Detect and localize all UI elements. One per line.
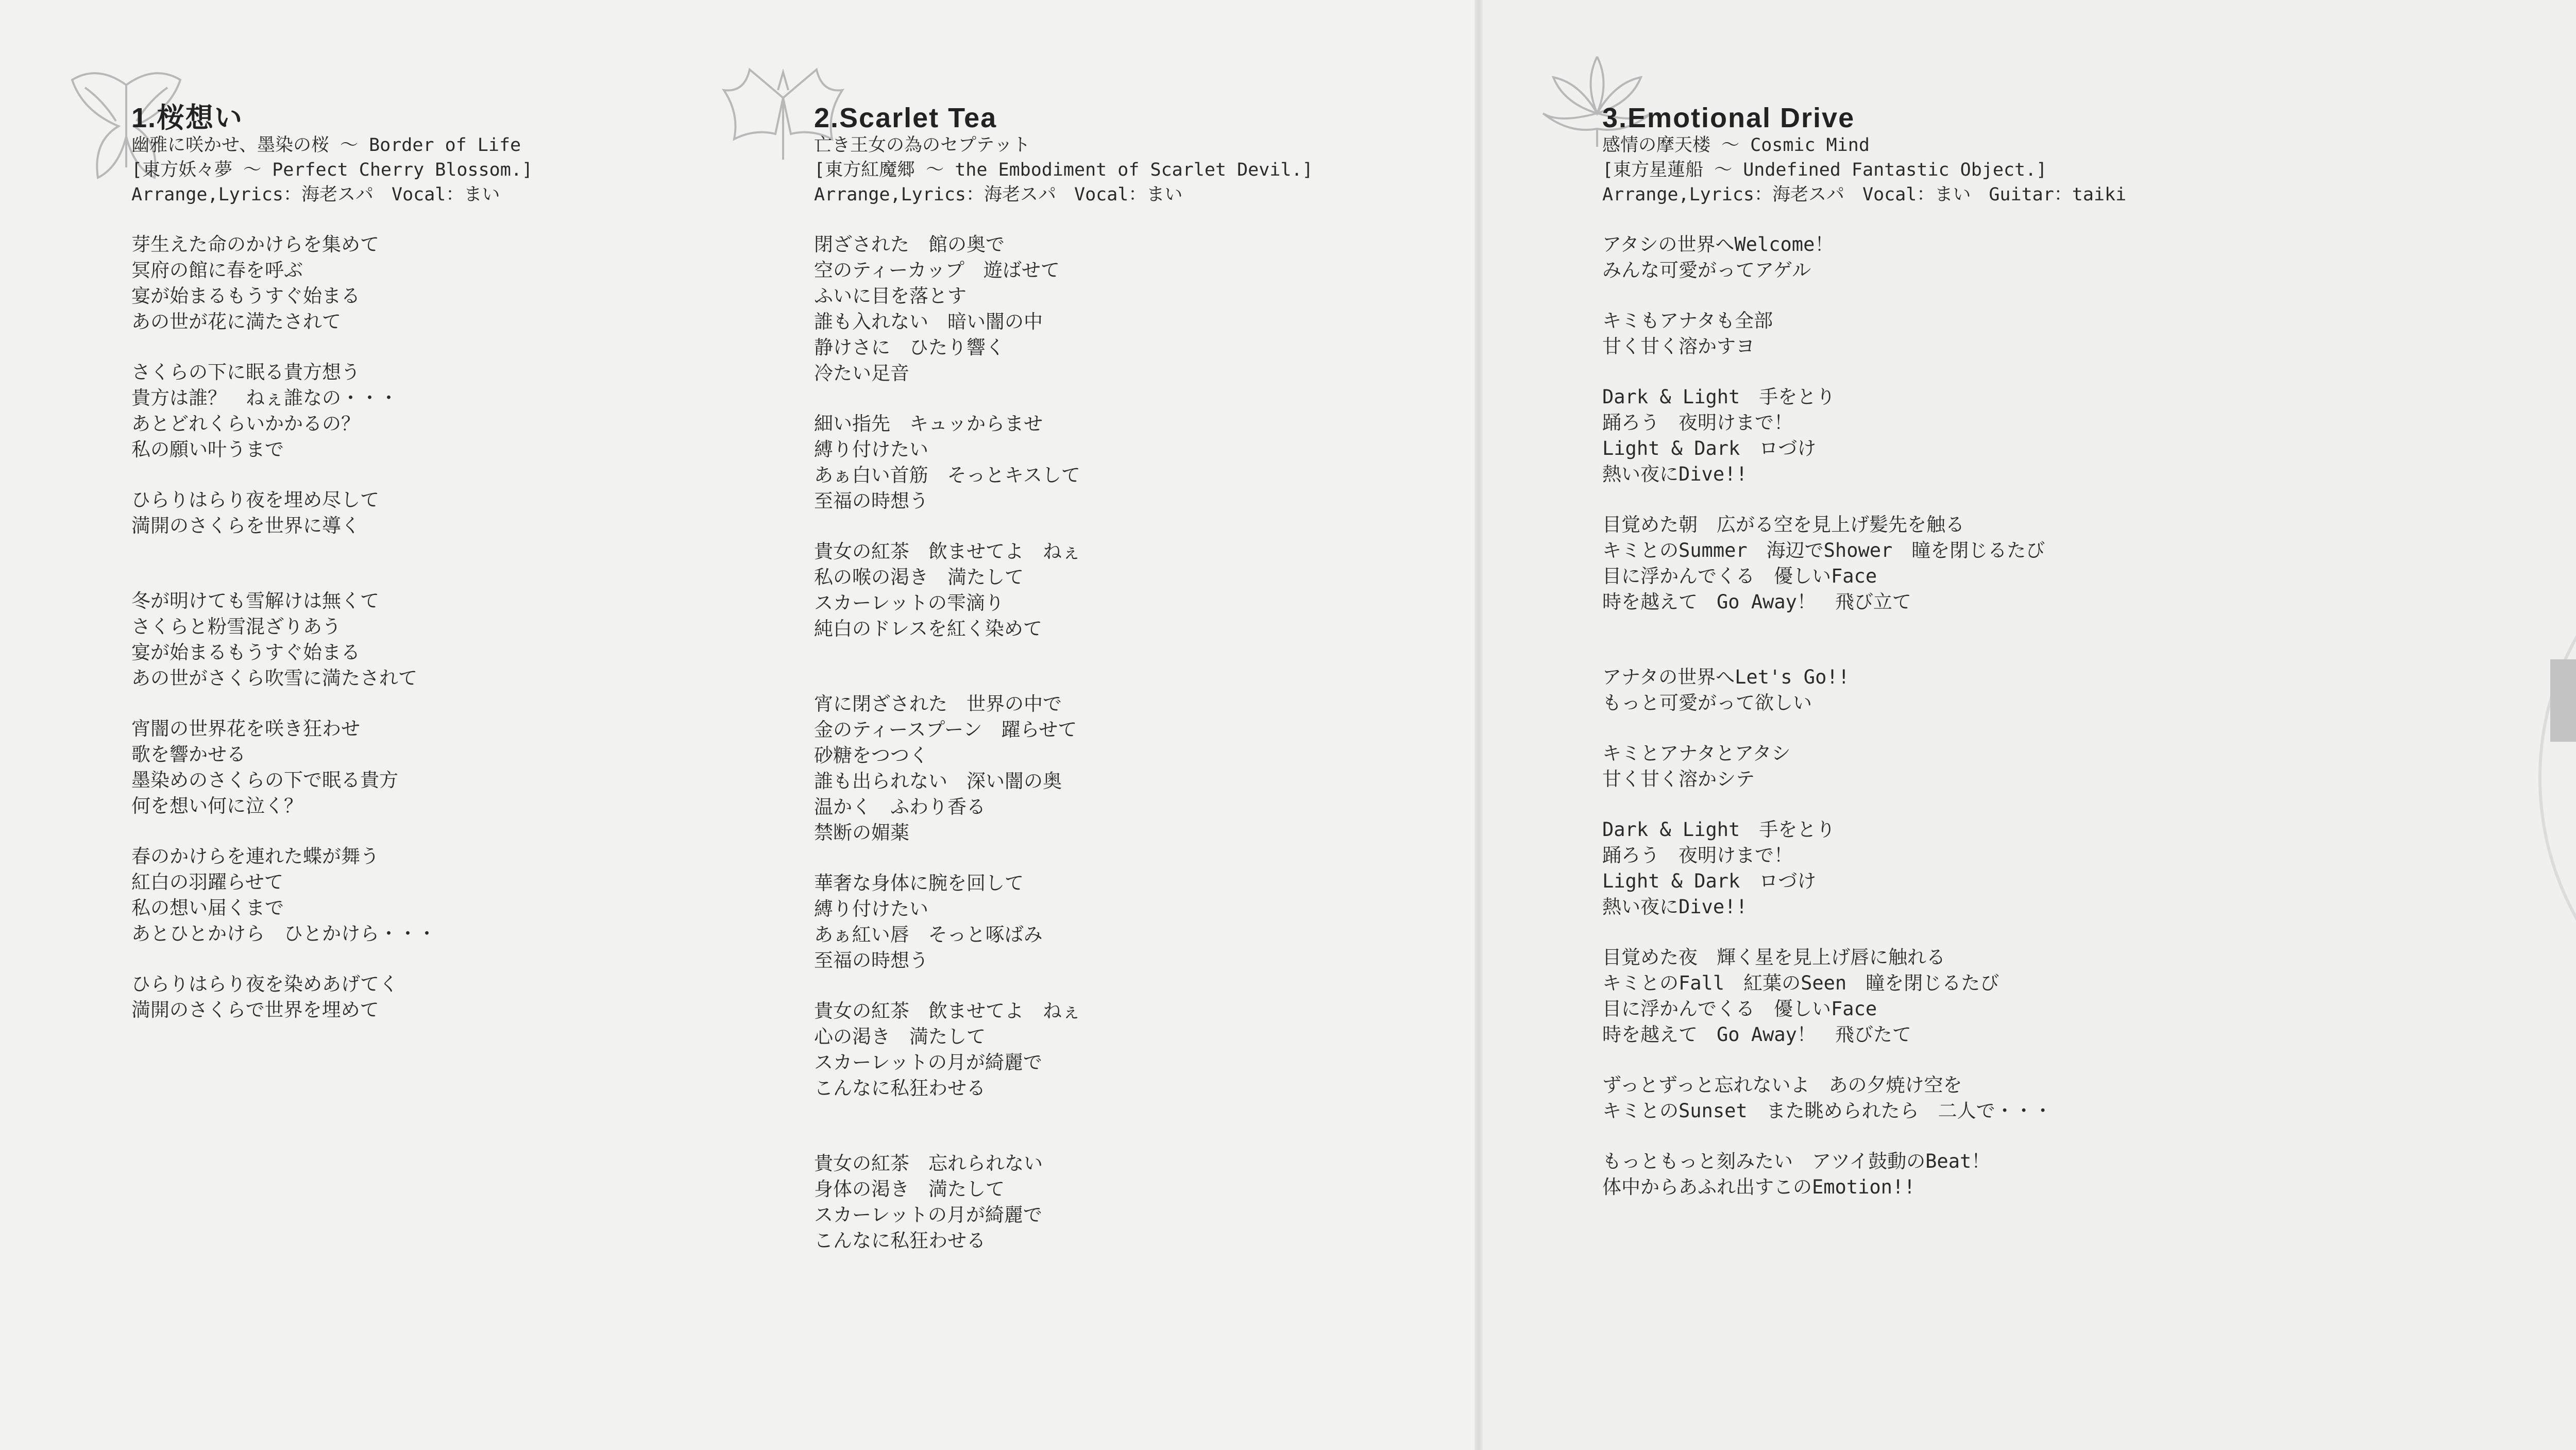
lyric-line: ひらりはらり夜を染めあげてく bbox=[131, 973, 398, 995]
lyric-line: さくらの下に眠る貴方想う bbox=[131, 361, 360, 383]
lyric-line: 春のかけらを連れた蝶が舞う bbox=[131, 845, 379, 867]
lyric-line: スカーレットの月が綺麗で bbox=[814, 1051, 1042, 1073]
lyric-line: 熱い夜にDive!! bbox=[1602, 896, 1748, 918]
lyric-line: 至福の時想う bbox=[814, 949, 928, 971]
lyric-line: 目に浮かんでくる 優しいFace bbox=[1602, 998, 1877, 1020]
lyric-stanza bbox=[131, 971, 724, 1023]
lyric-line: 熱い夜にDive!! bbox=[1602, 463, 1748, 485]
lyric-line: 墨染めのさくらの下で眠る貴方 bbox=[131, 769, 398, 791]
lyric-stanza bbox=[1602, 817, 2349, 920]
lyric-line: 縛り付けたい bbox=[814, 438, 928, 460]
trigram-emblem bbox=[2396, 288, 2576, 1267]
lyric-stanza bbox=[1602, 1149, 2349, 1200]
lyric-line: 時を越えて Go Away！ 飛び立て bbox=[1602, 591, 1911, 613]
song-source: [東方妖々夢 ～ Perfect Cherry Blossom.] bbox=[131, 160, 533, 180]
song-3 bbox=[1602, 103, 2349, 1200]
lyric-line: 純白のドレスを紅く染めて bbox=[814, 618, 1042, 640]
lyric-line: ふいに目を落とす bbox=[814, 285, 967, 307]
lyric-line: 目覚めた夜 輝く星を見上げ唇に触れる bbox=[1602, 946, 1945, 968]
lyric-line: 空のティーカップ 遊ばせて bbox=[814, 259, 1060, 281]
lyric-stanza bbox=[1602, 384, 2349, 487]
lyric-line: 至福の時想う bbox=[814, 490, 928, 512]
lyric-line: あの世が花に満たされて bbox=[131, 311, 341, 333]
lyric-line: 歌を響かせる bbox=[131, 743, 246, 765]
lyric-stanza bbox=[131, 588, 724, 691]
lyric-line: Dark & Light 手をとり bbox=[1602, 818, 1836, 841]
lyric-line: 誰も入れない 暗い闇の中 bbox=[814, 311, 1043, 333]
lyric-stanza bbox=[1602, 741, 2349, 792]
lyric-line: あぁ紅い唇 そっと啄ばみ bbox=[814, 924, 1043, 946]
lyrics bbox=[814, 232, 1458, 1254]
lyric-stanza bbox=[131, 844, 724, 947]
lyric-line: 静けさに ひたり響く bbox=[814, 336, 1005, 359]
lyric-line: 私の願い叶うまで bbox=[131, 438, 284, 460]
lyric-line: 華奢な身体に腕を回して bbox=[814, 872, 1024, 894]
lyric-stanza bbox=[1602, 664, 2349, 716]
lyric-line: Dark & Light 手をとり bbox=[1602, 386, 1836, 408]
lyric-line: 宴が始まるもうすぐ始まる bbox=[131, 285, 360, 307]
song-credits: Arrange,Lyrics：海老スパ Vocal：まい bbox=[131, 184, 500, 205]
lyric-line: もっと可愛がって欲しい bbox=[1602, 692, 1812, 714]
lyric-stanza bbox=[814, 998, 1458, 1101]
song-credits: Arrange,Lyrics：海老スパ Vocal：まい bbox=[814, 184, 1183, 205]
lyric-line: キミとアナタとアタシ bbox=[1602, 742, 1791, 764]
lyric-line: キミもアナタも全部 bbox=[1602, 310, 1773, 332]
lyric-stanza bbox=[814, 871, 1458, 974]
lyric-line: 宴が始まるもうすぐ始まる bbox=[131, 641, 360, 663]
lyric-line: 砂糖をつつく bbox=[814, 744, 928, 766]
lyric-line: 冬が明けても雪解けは無くて bbox=[131, 590, 379, 612]
lyric-stanza bbox=[814, 411, 1458, 514]
lyric-line: 何を想い何に泣く？ bbox=[131, 795, 303, 817]
lyric-line: あぁ白い首筋 そっとキスして bbox=[814, 464, 1080, 486]
lyric-line: 芽生えた命のかけらを集めて bbox=[131, 233, 379, 255]
lyric-stanza bbox=[1602, 308, 2349, 360]
lyric-stanza bbox=[1602, 1072, 2349, 1124]
lyric-line: 禁断の媚薬 bbox=[814, 822, 909, 844]
lyrics bbox=[131, 232, 724, 1023]
lyric-stanza bbox=[814, 691, 1458, 846]
lyric-stanza bbox=[131, 716, 724, 819]
lyric-line: 貴女の紅茶 飲ませてよ ねぇ bbox=[814, 540, 1081, 562]
lyric-line: ひらりはらり夜を埋め尽して bbox=[131, 489, 379, 511]
lyric-line: 縛り付けたい bbox=[814, 898, 928, 920]
lyric-line: Light & Dark ロづけ bbox=[1602, 437, 1817, 459]
lyric-line: スカーレットの雫滴り bbox=[814, 592, 1004, 614]
lyric-line: 貴女の紅茶 忘れられない bbox=[814, 1152, 1043, 1174]
lyric-line: 貴方は誰？ ねぇ誰なの・・・ bbox=[131, 387, 398, 409]
page-fold bbox=[1475, 0, 1483, 1450]
song-source: [東方星蓮船 ～ Undefined Fantastic Object.] bbox=[1602, 160, 2047, 180]
lyric-line: さくらと粉雪混ざりあう bbox=[131, 616, 341, 638]
song-1 bbox=[131, 103, 724, 1023]
lyric-line: 冥府の館に春を呼ぶ bbox=[131, 259, 303, 281]
lyric-line: 満開のさくらで世界を埋めて bbox=[131, 999, 379, 1021]
lyric-stanza bbox=[131, 360, 724, 463]
lyric-line: 身体の渇き 満たして bbox=[814, 1178, 1005, 1200]
lyric-line: キミとのSummer 海辺でShower 瞳を閉じるたび bbox=[1602, 539, 2045, 561]
lyric-line: キミとのSunset また眺められたら 二人で・・・ bbox=[1602, 1100, 2053, 1122]
lyric-stanza bbox=[1602, 512, 2349, 615]
lyric-line: 細い指先 キュッからませ bbox=[814, 413, 1043, 435]
song-2 bbox=[814, 103, 1458, 1254]
lyric-line: 貴女の紅茶 飲ませてよ ねぇ bbox=[814, 1000, 1081, 1022]
lyric-line: 私の想い届くまで bbox=[131, 897, 284, 919]
lyric-line: もっともっと刻みたい アツイ鼓動のBeat！ bbox=[1602, 1150, 1991, 1172]
lyric-line: 目覚めた朝 広がる空を見上げ髪先を触る bbox=[1602, 514, 1964, 536]
lyric-stanza bbox=[814, 232, 1458, 386]
lyric-stanza bbox=[814, 1151, 1458, 1254]
lyric-line: 踊ろう 夜明けまで！ bbox=[1602, 844, 1793, 866]
lyric-line: みんな可愛がってアゲル bbox=[1602, 259, 1811, 281]
song-source: [東方紅魔郷 ～ the Embodiment of Scarlet Devil.] bbox=[814, 160, 1313, 180]
lyric-line: 体中からあふれ出すこのEmotion!! bbox=[1602, 1176, 1916, 1198]
lyric-line: 宵に閉ざされた 世界の中で bbox=[814, 693, 1062, 715]
lyric-line: 時を越えて Go Away！ 飛びたて bbox=[1602, 1023, 1911, 1046]
lyric-line: 目に浮かんでくる 優しいFace bbox=[1602, 565, 1877, 587]
song-title: 2.Scarlet Tea bbox=[814, 103, 997, 133]
lyric-stanza bbox=[131, 232, 724, 335]
song-original-title: 亡き王女の為のセプテット bbox=[814, 135, 1031, 156]
lyric-line: 私の喉の渇き 満たして bbox=[814, 566, 1024, 588]
lyric-line: 誰も出られない 深い闇の奥 bbox=[814, 770, 1062, 792]
lyric-line: 冷たい足音 bbox=[814, 362, 909, 384]
lyric-line: あの世がさくら吹雪に満たされて bbox=[131, 667, 417, 689]
lyrics bbox=[1602, 232, 2349, 1200]
lyric-line: 閉ざされた 館の奥で bbox=[814, 233, 1005, 255]
lyric-line: 満開のさくらを世界に導く bbox=[131, 515, 360, 537]
lyric-line: 甘く甘く溶かシテ bbox=[1602, 768, 1755, 790]
lyric-stanza bbox=[814, 539, 1458, 642]
lyric-line: あとひとかけら ひとかけら・・・ bbox=[131, 923, 436, 945]
lyric-line: Light & Dark ロづけ bbox=[1602, 870, 1817, 892]
song-original-title: 感情の摩天楼 ～ Cosmic Mind bbox=[1602, 135, 1870, 156]
song-title: 3.Emotional Drive bbox=[1602, 103, 1855, 133]
lyric-line: キミとのFall 紅葉のSeen 瞳を閉じるたび bbox=[1602, 972, 1999, 994]
lyric-line: こんなに私狂わせる bbox=[814, 1230, 986, 1252]
song-title: 1.桜想い bbox=[131, 103, 244, 133]
lyric-line: スカーレットの月が綺麗で bbox=[814, 1204, 1042, 1226]
lyric-line: アナタの世界へLet's Go!! bbox=[1602, 666, 1850, 688]
lyric-line: あとどれくらいかかるの？ bbox=[131, 413, 360, 435]
lyric-stanza bbox=[131, 487, 724, 539]
lyric-line: 心の渇き 満たして bbox=[814, 1026, 986, 1048]
lyric-line: アタシの世界へWelcome！ bbox=[1602, 233, 1834, 255]
lyric-line: 金のティースプーン 躍らせて bbox=[814, 719, 1077, 741]
lyric-line: 紅白の羽躍らせて bbox=[131, 871, 283, 893]
lyric-line: 温かく ふわり香る bbox=[814, 796, 986, 818]
lyric-line: 甘く甘く溶かすヨ bbox=[1602, 335, 1755, 357]
song-credits: Arrange,Lyrics：海老スパ Vocal：まい Guitar：taiki bbox=[1602, 184, 2127, 205]
lyric-stanza bbox=[1602, 945, 2349, 1048]
lyric-stanza bbox=[1602, 232, 2349, 283]
song-original-title: 幽雅に咲かせ、墨染の桜 ～ Border of Life bbox=[131, 135, 521, 156]
lyric-line: こんなに私狂わせる bbox=[814, 1077, 986, 1099]
lyric-line: 宵闇の世界花を咲き狂わせ bbox=[131, 718, 360, 740]
lyric-line: ずっとずっと忘れないよ あの夕焼け空を bbox=[1602, 1074, 1962, 1096]
lyric-line: 踊ろう 夜明けまで！ bbox=[1602, 412, 1793, 434]
